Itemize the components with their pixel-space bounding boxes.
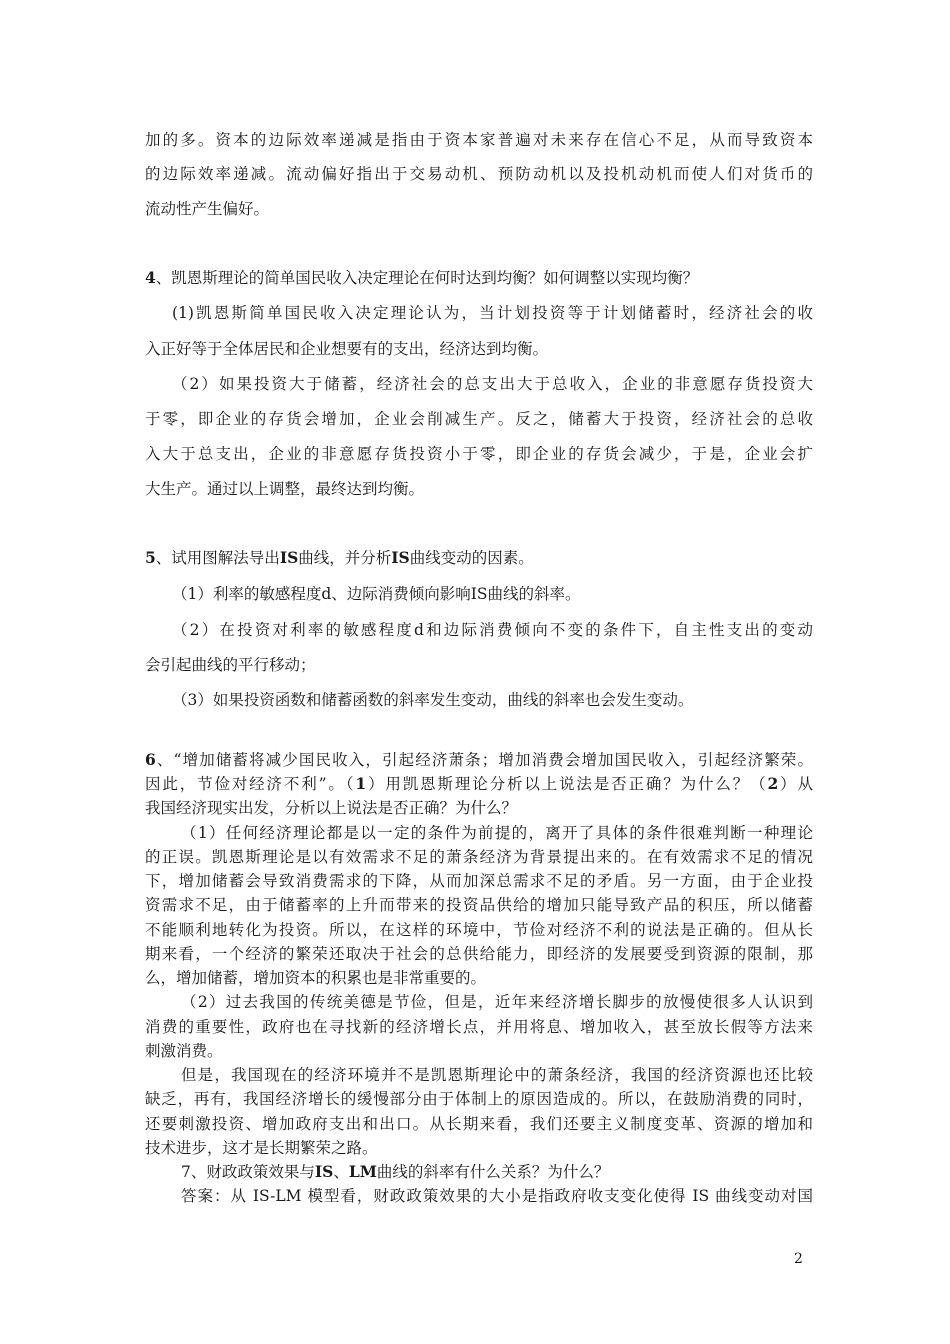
answer-line: 入大于总支出，企业的非意愿存货投资小于零，即企业的存货会减少，于是，企业会扩 <box>145 445 813 463</box>
answer-line: 于零，即企业的存货会增加，企业会削减生产。反之，储蓄大于投资，经济社会的总收 <box>145 410 813 428</box>
is-term: IS <box>314 1162 334 1181</box>
question-text: 因此，节俭对经济不利”。（ <box>145 775 356 793</box>
page-number: 2 <box>794 1251 803 1267</box>
answer-line: 的正误。凯恩斯理论是以有效需求不足的萧条经济为背景提出来的。在有效需求不足的情况 <box>145 848 813 866</box>
question-text: 、财政政策效果与 <box>190 1163 315 1181</box>
question-number: 6 <box>145 750 156 769</box>
is-term: IS <box>391 548 410 567</box>
question-6-title <box>145 749 813 771</box>
answer-line: 还要刺激投资、增加政府支出和出口。从长期来看，我们还要主义制度变革、资源的增加和 <box>145 1115 813 1133</box>
question-4-title <box>145 267 813 289</box>
question-text: ）从 <box>778 775 813 793</box>
paragraph-line: 加的多。资本的边际效率递减是指由于资本家普遍对未来存在信心不足，从而导致资本 <box>145 131 813 149</box>
answer-line: （3）如果投资函数和储蓄函数的斜率发生变动，曲线的斜率也会发生变动。 <box>172 691 694 709</box>
question-6-line <box>145 773 813 795</box>
question-text: 曲线变动的因素。 <box>409 549 534 567</box>
question-text: 曲线的斜率有什么关系？为什么？ <box>376 1163 610 1181</box>
question-number: 4 <box>145 268 156 287</box>
answer-line: 但是，我国现在的经济环境并不是凯恩斯理论中的萧条经济，我国的经济资源也还比较 <box>181 1066 813 1084</box>
question-number: 7 <box>181 1163 191 1181</box>
answer-line: （2）过去我国的传统美德是节俭，但是，近年来经济增长脚步的放慢使很多人认识到 <box>181 993 813 1011</box>
sub-number: 2 <box>767 774 779 793</box>
question-number: 5 <box>145 548 156 567</box>
question-text: 、试用图解法导出 <box>155 549 280 567</box>
answer-line: 大生产。通过以上调整，最终达到均衡。 <box>145 480 425 498</box>
answer-line: 技术进步，这才是长期繁荣之路。 <box>145 1139 378 1157</box>
answer-line: （1）任何经济理论都是以一定的条件为前提的，离开了具体的条件很难判断一种理论 <box>181 824 813 842</box>
question-text: ）用凯恩斯理论分析以上说法是否正确？为什么？（ <box>366 775 768 793</box>
question-text: 、 <box>333 1163 349 1181</box>
answer-line: （1）利率的敏感程度d、边际消费倾向影响IS曲线的斜率。 <box>172 585 581 603</box>
lm-term: LM <box>348 1162 377 1181</box>
answer-line: 资需求不足，由于储蓄率的上升而带来的投资品供给的增加只能导致产品的积压，所以储蓄 <box>145 896 813 914</box>
answer-line: （2）如果投资大于储蓄，经济社会的总支出大于总收入，企业的非意愿存货投资大 <box>172 375 813 393</box>
answer-line: 期来看，一个经济的繁荣还取决于社会的总供给能力，即经济的发展要受到资源的限制，那 <box>145 945 813 963</box>
answer-line: 么，增加储蓄，增加资本的积累也是非常重要的。 <box>145 969 487 987</box>
is-term: IS <box>279 548 299 567</box>
paragraph-line: 的边际效率递减。流动偏好指出于交易动机、预防动机以及投机动机而使人们对货币的 <box>145 165 813 183</box>
answer-line: （2）在投资对利率的敏感程度d和边际消费倾向不变的条件下，自主性支出的变动 <box>172 621 813 639</box>
sub-number: 1 <box>355 774 367 793</box>
paragraph-line: 流动性产生偏好。 <box>145 200 270 218</box>
answer-line: 消费的重要性，政府也在寻找新的经济增长点，并用将息、增加收入，甚至放长假等方法来 <box>145 1018 813 1036</box>
answer-line: 入正好等于全体居民和企业想要有的支出，经济达到均衡。 <box>145 340 549 358</box>
question-text: 、凯恩斯理论的简单国民收入决定理论在何时达到均衡？如何调整以实现均衡？ <box>155 269 699 287</box>
answer-line: 会引起曲线的平行移动； <box>145 656 316 674</box>
answer-line: 不能顺利地转化为投资。所以，在这样的环境中，节俭对经济不利的说法是正确的。但从长 <box>145 921 813 939</box>
question-5-title <box>145 547 813 569</box>
answer-line: 答案：从 IS-LM 模型看，财政政策效果的大小是指政府收支变化使得 IS 曲线变动对国 <box>181 1187 813 1205</box>
answer-line: 下，增加储蓄会导致消费需求的下降，从而加深总需求不足的矛盾。另一方面，由于企业投 <box>145 872 813 890</box>
question-text: 、“增加储蓄将减少国民收入，引起经济萧条；增加消费会增加国民收入，引起经济繁荣。 <box>155 751 813 769</box>
answer-line: 缺乏，再有，我国经济增长的缓慢部分由于体制上的原因造成的。所以，在鼓励消费的同时， <box>145 1090 813 1108</box>
question-6-line: 我国经济现实出发，分析以上说法是否正确？为什么？ <box>145 799 518 817</box>
question-text: 曲线，并分析 <box>298 549 392 567</box>
question-7-title <box>181 1161 813 1183</box>
answer-line: (1)凯恩斯简单国民收入决定理论认为，当计划投资等于计划储蓄时，经济社会的收 <box>172 304 813 322</box>
answer-line: 刺激消费。 <box>145 1042 223 1060</box>
